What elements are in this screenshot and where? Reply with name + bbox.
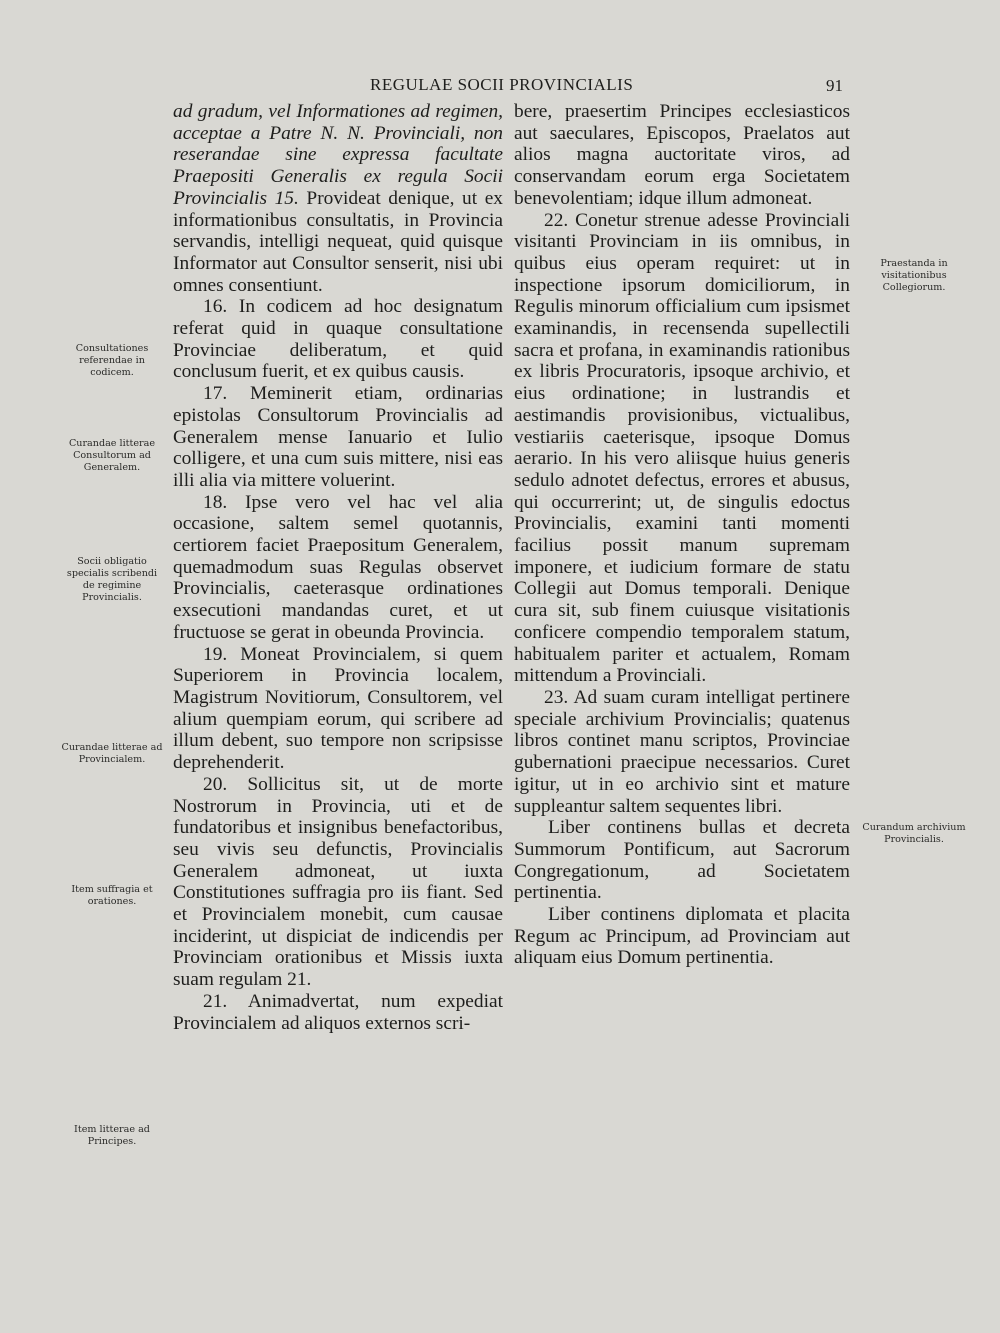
paragraph-19: 19. Moneat Provincialem, si quem Superiorem in Provincia localem, Magistrum Novitiorum, Consultorem, vel alium quempiam eorum, qui scribere ad illum debent, suo tempore non scripsisse deprehenderit.: [173, 643, 503, 774]
left-text-column: [173, 101, 503, 1034]
italic-citation: ad gradum, vel Informationes ad regimen, acceptae a Patre N. N. Provinciali, non reserandae sine expressa facultate Praepositi Generalis ex regula Socii Provincialis 15.: [173, 101, 503, 209]
paragraph-21: 21. Animadvertat, num expediat Provincialem ad aliquos externos scri-: [173, 990, 503, 1034]
paragraph-18: 18. Ipse vero vel hac vel alia occasione, saltem semel quotannis, certiorem faciet Praepositum Generalem, quemadmodum suas Regulas observet Provincialis, caeterasque ordinationes exsecutioni mandandas curet, et ut fructuose se gerat in obeunda Provincia.: [173, 491, 503, 643]
margin-note-consultationes: Consultationes referendae in codicem.: [75, 343, 149, 378]
margin-note-litterae-provincialem: Curandae litterae ad Provincialem.: [61, 742, 163, 765]
right-text-column: [514, 101, 850, 969]
paragraph-20: 20. Sollicitus sit, ut de morte Nostrorum in Provincia, uti et de fundatoribus et insignibus benefactoribus, seu vivis seu defunctis, Provincialis Generalem admoneat, ut iuxta Constitutiones suffragia pro iis fiant. Sed et Provincialem monebit, cum causae inciderint, ut dispiciat de indicendis per Provinciam orationibus et Missis iuxta suam regulam 21.: [173, 773, 503, 991]
margin-note-litterae-consultorum: Curandae litterae Consultorum ad Generalem.: [68, 438, 156, 473]
paragraph-continuation: [173, 101, 503, 296]
paragraph-23: 23. Ad suam curam intelligat pertinere speciale archivium Provincialis; quatenus libros continet manu scriptos, Provinciae gubernationi praecipue necessarios. Curet igitur, ut in eo archivio sint et mature suppleantur saltem sequentes libri.: [514, 686, 850, 817]
margin-note-suffragia: Item suffragia et orationes.: [71, 884, 153, 907]
paragraph-16: 16. In codicem ad hoc designatum referat quid in quaque consultatione Provinciae deliberatum, et quid conclusum fuerit, et ex quibus causis.: [173, 296, 503, 383]
margin-note-visitationibus: Praestanda in visitationibus Collegiorum.: [880, 258, 948, 293]
paragraph-21-continuation: bere, praesertim Principes ecclesiasticos aut saeculares, Episcopos, Praelatos aut alios magna auctoritate viros, ad conservandam eorum erga Societatem benevolentiam; idque illum admoneat.: [514, 101, 850, 209]
margin-note-socii-obligatio: Socii obligatio specialis scribendi de regimine Provincialis.: [66, 556, 158, 603]
margin-note-archivium: Curandum archivium Provincialis.: [862, 822, 966, 845]
margin-note-principes: Item litterae ad Principes.: [74, 1124, 150, 1147]
paragraph-text: Provideat denique, ut ex informationibus consultatis, in Provincia servandis, intelligi nequeat, quid quisque Informator aut Consultor senserit, nisi ubi omnes consentiunt.: [173, 187, 503, 296]
paragraph-liber-diplomata: Liber continens diplomata et placita Regum ac Principum, ad Provinciam aut aliquam eius Domum pertinentia.: [514, 904, 850, 969]
paragraph-17: 17. Meminerit etiam, ordinarias epistolas Consultorum Provincialis ad Generalem mense Ianuario et Iulio colligere, et una cum suis mittere, nisi eas illi alia via mittere voluerint.: [173, 383, 503, 491]
running-title: REGULAE SOCII PROVINCIALIS: [370, 75, 634, 94]
paragraph-22: 22. Conetur strenue adesse Provinciali visitanti Provinciam in iis omnibus, in quibus eius operam requiret: ut in inspectione ipsorum domiciliorum, in Regulis minorum officialium cum ipsismet examinandis, in recensenda supellectili sacra et profana, in examinandis rationibus ex libris Procuratoris, ipsoque archivio, et eius ordinatione; in lustrandis et aestimandis provisionibus, victualibus, vestiariis caeterisque, ipsoque Domus aerario. In his vero aliisque huius generis sedulo adnotet defectus, errores et abusus, qui occurrerint; ut, de singulis edoctus Provincialis, examini tanti momenti facilius possit manum supremam imponere, et iudicium formare de statu Collegii aut Domus temporali. Denique cura sit, sub finem cuiusque visitationis conficere compendio temporalem statum, habitualem pariter et actualem, Romam mittendum a Provinciali.: [514, 209, 850, 687]
page-number: 91: [826, 76, 843, 95]
paragraph-liber-bullas: Liber continens bullas et decreta Summorum Pontificum, aut Sacrorum Congregationum, ad Societatem pertinentia.: [514, 817, 850, 904]
